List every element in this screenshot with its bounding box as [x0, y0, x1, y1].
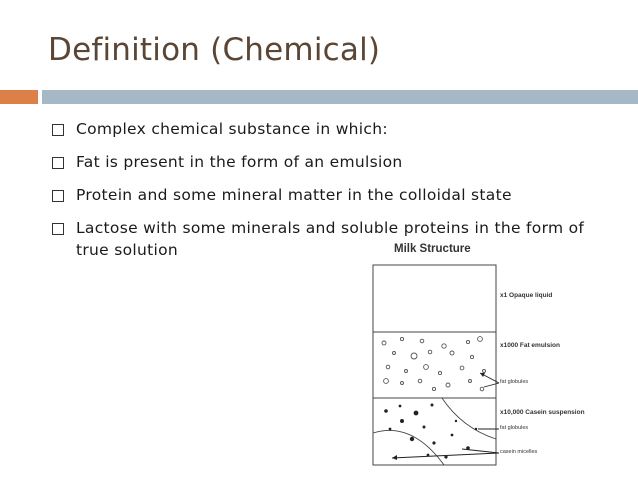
bullet-item: [52, 118, 612, 140]
bullet-text: Complex chemical substance in which:: [76, 120, 388, 138]
bullet-item: [52, 184, 612, 206]
label-opaque: x1 Opaque liquid: [500, 292, 553, 299]
accent-bar-orange: [0, 90, 38, 104]
label-fat-emulsion: x1000 Fat emulsion: [500, 342, 560, 349]
label-casein-suspension: x10,000 Casein suspension: [500, 409, 585, 416]
square-bullet-icon: [52, 223, 64, 235]
square-bullet-icon: [52, 124, 64, 136]
label-casein-micelles: casein micelles: [500, 449, 538, 455]
square-bullet-icon: [52, 157, 64, 169]
label-fat-globules-2: fat globules: [500, 425, 529, 431]
square-bullet-icon: [52, 190, 64, 202]
bullet-text: Fat is present in the form of an emulsion: [76, 153, 403, 171]
milk-structure-figure: [372, 243, 602, 471]
accent-bar-blue: [42, 90, 638, 104]
figure-title: Milk Structure: [394, 243, 471, 255]
bullet-item: [52, 151, 612, 173]
bullet-text: Protein and some mineral matter in the colloidal state: [76, 186, 512, 204]
bullet-text: Lactose with some minerals and soluble proteins in the form of true solution: [76, 219, 585, 259]
label-fat-globules: fat globules: [500, 379, 529, 385]
milk-structure-diagram: [372, 243, 602, 471]
slide-title: Definition (Chemical): [48, 32, 381, 68]
